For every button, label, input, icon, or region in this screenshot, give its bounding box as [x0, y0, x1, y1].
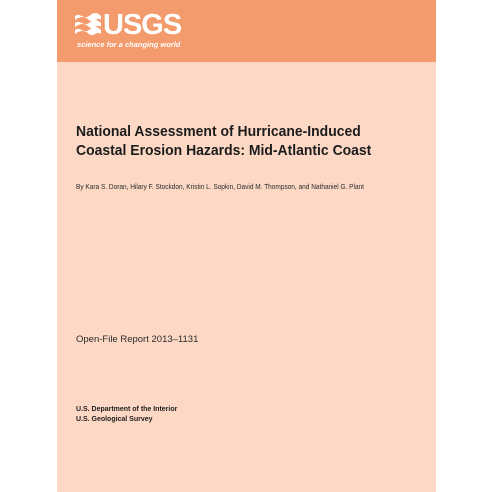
agency-block: [76, 404, 177, 424]
usgs-waves-icon: [75, 12, 101, 37]
report-number: Open-File Report 2013–1131: [76, 334, 199, 345]
report-title: National Assessment of Hurricane-Induced Coastal Erosion Hazards: Mid-Atlantic Coast: [76, 123, 372, 159]
logo-wordmark: USGS: [103, 9, 182, 41]
usgs-logo: [75, 9, 185, 53]
department-name: U.S. Department of the Interior: [76, 404, 178, 413]
logo-tagline: science for a changing world: [77, 40, 181, 49]
report-cover: [57, 0, 436, 492]
survey-name: U.S. Geological Survey: [76, 414, 153, 423]
header-banner: [57, 0, 436, 62]
author-list: By Kara S. Doran, Hilary F. Stockdon, Kristin L. Sopkin, David M. Thompson, and Nathaniel G. Plant: [76, 182, 364, 191]
